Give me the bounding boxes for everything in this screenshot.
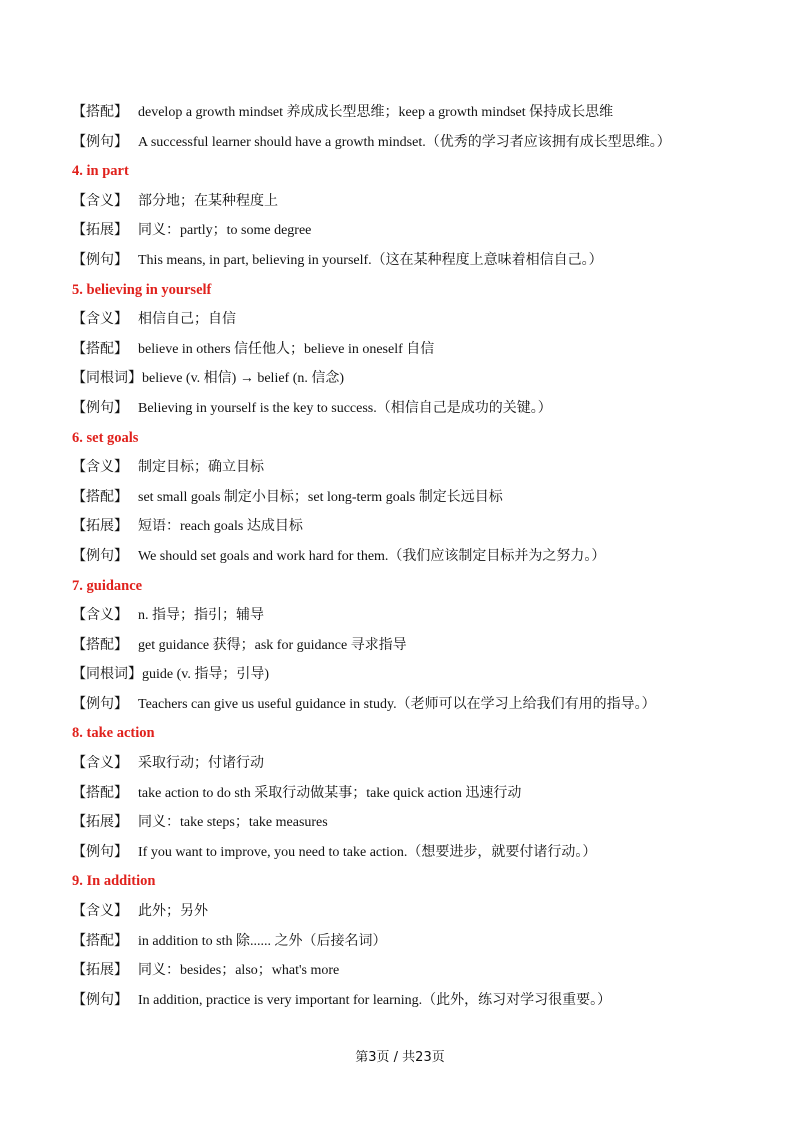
vocabulary-list	[72, 98, 732, 1015]
entry-line	[72, 483, 732, 513]
entry-tag: 【拓展】	[72, 518, 128, 535]
entry-tag: 【含义】	[72, 607, 128, 624]
entry-text: Believing in yourself is the key to success.（相信自己是成功的关键。）	[138, 400, 552, 416]
entry-tag: 【同根词】	[72, 666, 142, 683]
entry-tag: 【同根词】	[72, 370, 142, 387]
entry-line	[72, 779, 732, 809]
entry-tag: 【例句】	[72, 991, 128, 1008]
entry-text: believe (v. 相信) → belief (n. 信念)	[142, 371, 345, 387]
entry-text: n. 指导；指引；辅导	[138, 608, 264, 624]
entry-line	[72, 246, 732, 276]
entry-text: develop a growth mindset 养成成长型思维；keep a growth mindset 保持成长思维	[138, 105, 614, 120]
entry-text: 制定目标；确立目标	[138, 460, 264, 476]
entry-line	[72, 660, 732, 690]
section-heading: 8. take action	[72, 725, 155, 742]
entry-text: 同义：take steps；take measures	[138, 815, 328, 831]
section-heading: 9. In addition	[72, 873, 156, 890]
entry-text: guide (v. 指导；引导)	[142, 667, 270, 683]
entry-tag: 【例句】	[72, 695, 128, 712]
entry-line	[72, 187, 732, 217]
entry-tag: 【搭配】	[72, 932, 128, 949]
entry-line	[72, 335, 732, 365]
entry-line	[72, 690, 732, 720]
entry-text: This means, in part, believing in yourself.（这在某种程度上意味着相信自己。）	[138, 252, 603, 268]
entry-tag: 【搭配】	[72, 104, 128, 120]
entry-line	[72, 305, 732, 335]
entry-text: 相信自己；自信	[138, 312, 236, 328]
entry-text: A successful learner should have a growth mindset.（优秀的学习者应该拥有成长型思维。）	[138, 134, 671, 150]
entry-tag: 【例句】	[72, 843, 128, 860]
entry-tag: 【搭配】	[72, 636, 128, 653]
entry-text: 此外；另外	[138, 904, 208, 920]
entry-line	[72, 986, 732, 1016]
entry-tag: 【例句】	[72, 133, 128, 150]
page-number-footer: 第3页 / 共23页	[355, 1050, 445, 1065]
entry-text: Teachers can give us useful guidance in study.（老师可以在学习上给我们有用的指导。）	[138, 696, 656, 712]
entry-line	[72, 808, 732, 838]
entry-tag: 【搭配】	[72, 488, 128, 505]
entry-line	[72, 453, 732, 483]
entry-tag: 【拓展】	[72, 814, 128, 831]
entry-tag: 【例句】	[72, 547, 128, 564]
entry-text: 短语：reach goals 达成目标	[138, 519, 303, 535]
section-heading: 4. in part	[72, 163, 129, 180]
entry-line	[72, 128, 732, 158]
entry-line	[72, 364, 732, 394]
entry-line	[72, 98, 732, 128]
entry-text: 同义：besides；also；what's more	[138, 963, 340, 979]
entry-line	[72, 927, 732, 957]
entry-text: 部分地；在某种程度上	[138, 193, 278, 209]
entry-line	[72, 631, 732, 661]
entry-line	[72, 956, 732, 986]
entry-tag: 【含义】	[72, 311, 128, 328]
entry-text: take action to do sth 采取行动做某事；take quick action 迅速行动	[138, 785, 522, 801]
entry-tag: 【例句】	[72, 251, 128, 268]
entry-text: believe in others 信任他人；believe in oneself 自信	[138, 341, 435, 357]
entry-tag: 【含义】	[72, 459, 128, 476]
entry-tag: 【搭配】	[72, 340, 128, 357]
entry-tag: 【含义】	[72, 903, 128, 920]
section-heading: 7. guidance	[72, 577, 143, 594]
entry-text: We should set goals and work hard for them.（我们应该制定目标并为之努力。）	[138, 548, 606, 564]
entry-line	[72, 838, 732, 868]
entry-tag: 【拓展】	[72, 962, 128, 979]
entry-text: If you want to improve, you need to take action.（想要进步，就要付诸行动。）	[138, 844, 597, 860]
entry-tag: 【含义】	[72, 755, 128, 772]
entry-text: set small goals 制定小目标；set long-term goals 制定长远目标	[138, 489, 503, 505]
entry-tag: 【含义】	[72, 192, 128, 209]
entry-line	[72, 601, 732, 631]
entry-text: In addition, practice is very important for learning.（此外，练习对学习很重要。）	[138, 992, 612, 1008]
entry-line	[72, 749, 732, 779]
entry-line	[72, 512, 732, 542]
entry-line	[72, 897, 732, 927]
entry-text: in addition to sth 除...... 之外（后接名词）	[138, 933, 387, 949]
entry-text: 同义：partly；to some degree	[138, 223, 312, 239]
section-heading: 5. believing in yourself	[72, 281, 212, 298]
entry-text: get guidance 获得；ask for guidance 寻求指导	[138, 637, 407, 653]
entry-tag: 【搭配】	[72, 784, 128, 801]
entry-text: 采取行动；付诸行动	[138, 756, 264, 772]
entry-line	[72, 216, 732, 246]
entry-line	[72, 394, 732, 424]
section-heading: 6. set goals	[72, 429, 139, 446]
entry-tag: 【拓展】	[72, 222, 128, 239]
entry-tag: 【例句】	[72, 399, 128, 416]
entry-line	[72, 542, 732, 572]
